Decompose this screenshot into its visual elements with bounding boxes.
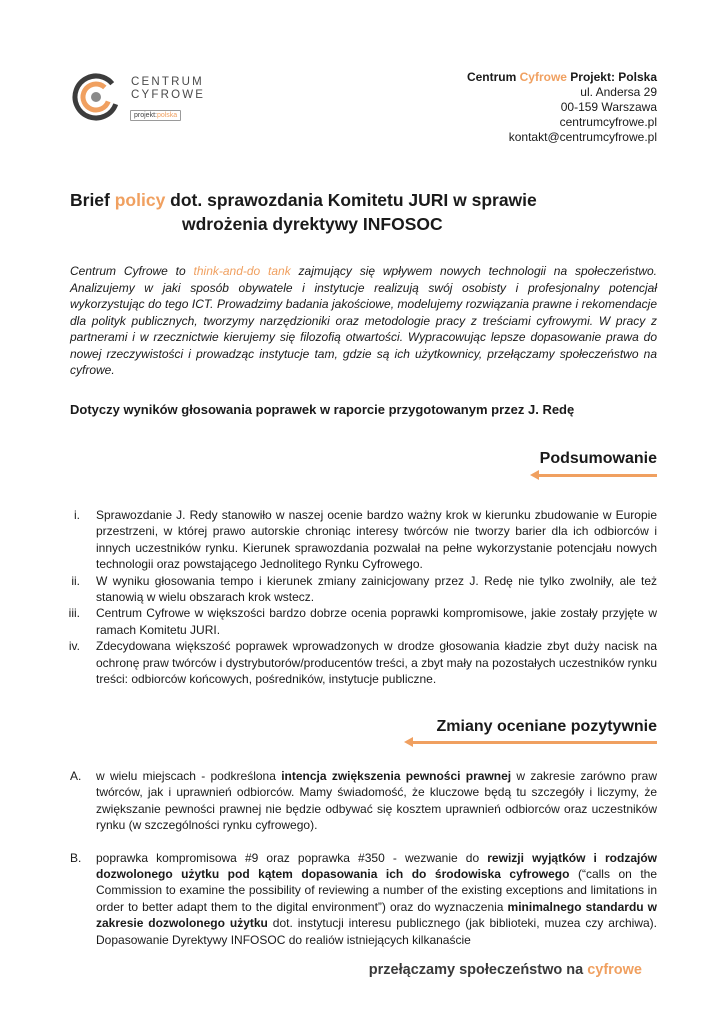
- section-title-positive-changes: Zmiany oceniane pozytywnie: [436, 718, 657, 735]
- subheading: Dotyczy wyników głosowania poprawek w raporcie przygotowanym przez J. Redę: [70, 402, 575, 417]
- street: ul. Andersa 29: [580, 85, 657, 99]
- list-item: ii. W wyniku głosowania tempo i kierunek zmiany zainicjowany przez J. Redę nie tylko zwolniły, ale też stanowią w wielu obszarach krok wstecz.: [71, 573, 657, 605]
- city: 00-159 Warszawa: [560, 100, 657, 114]
- list-item: i. Sprawozdanie J. Redy stanowiło w naszej ocenie bardzo ważny krok w kierunku zbudowanie w Europie przestrzeni, w której prawo autorskie chroniąc interesy twórców nie tworzy barier dla ich odbiorców i innych uczestników rynku. Kierunek sprawozdania pozwalał na pełne wykorzystanie potencjału nowych technologii oraz powstającego Jednolitego Rynku Cyfrowego.: [74, 508, 657, 572]
- list-item: iii. Centrum Cyfrowe w większości bardzo dobrze ocenia poprawki kompromisowe, jakie zostały przyjęte w ramach Komitetu JURI.: [68, 606, 657, 637]
- section-title-summary: Podsumowanie: [539, 450, 657, 467]
- address-block: [467, 70, 657, 145]
- list-item: iv. Zdecydowana większość poprawek wprowadzonych w drodze głosowania kładzie zbyt duży nacisk na ochronę praw twórców i dystrybutorów/producentów treści, a zbyt mały na pozostałych uczestników rynku treści: odbiorców końcowych, pośredników, instytucje publiczne.: [68, 639, 657, 687]
- intro-paragraph: Centrum Cyfrowe to think-and-do tank zajmujący się wpływem nowych technologii na społeczeństwo. Analizujemy w jaki sposób obywatele i instytucje realizują swój osobisty i profesjonalny potencjał wykorzystując do tego ICT. Prowadzimy badania jakościowe, modelujemy rozwiązania prawne i rekomendacje dla polityk publicznych, tworzymy narzędzioniki oraz metodologie pracy z treściami cyfrowymi. W pracy z partnerami i w rzecznictwie kierujemy się filozofią otwartości. Wypracowując lepsze dopasowanie prawa do nowej rzeczywistości i prowadząc instytucje tam, gdzie są ich użytkownicy, przełączamy społeczeństwo na cyfrowe.: [70, 264, 657, 377]
- list-item: A. w wielu miejscach - podkreślona intencja zwiększenia pewności prawnej w zakresie zarówno praw twórców, jak i uprawnień odbiorców. Mamy świadomość, że kluczowe będą tu szczegóły i liczymy, że zwiększanie pewności prawnej nie będzie odbywać się kosztem uprawnień odbiorców oraz uczestników rynku (w szczególności rynku cyfrowego).: [70, 769, 657, 833]
- organization-name: Centrum Cyfrowe Projekt: Polska: [466, 70, 657, 84]
- logo-badge: projekt:polska: [130, 110, 181, 121]
- section-arrow-summary: [538, 474, 657, 477]
- list-item: B. poprawka kompromisowa #9 oraz poprawka #350 - wezwanie do rewizji wyjątków i rodzajów dozwolonego użytku pod kątem dopasowania ich do środowiska cyfrowego (“calls on the Commission to examine the possibility of reviewing a number of the existing exceptions and limitations in order to better adapt them to the digital environment”) oraz do wyznaczenia minimalnego standardu w zakresie dozwolonego użytku dot. instytucji interesu publicznego (jak biblioteki, muzea czy archiwa). Dopasowanie Dyrektywy INFOSOC do realiów istniejących kilkanaście: [70, 850, 658, 947]
- positive-changes-list: [70, 768, 658, 964]
- website: centrumcyfrowe.pl: [559, 115, 657, 129]
- section-arrow-positive-changes: [412, 741, 657, 744]
- email: kontakt@centrumcyfrowe.pl: [508, 130, 657, 144]
- footer-tagline: przełączamy społeczeństwo na cyfrowe: [368, 962, 642, 978]
- logo-wordmark: CENTRUM CYFROWE: [131, 76, 206, 101]
- summary-list: [68, 507, 657, 687]
- document-title: Brief policy dot. sprawozdania Komitetu JURI w sprawie wdrożenia dyrektywy INFOSOC: [70, 190, 537, 234]
